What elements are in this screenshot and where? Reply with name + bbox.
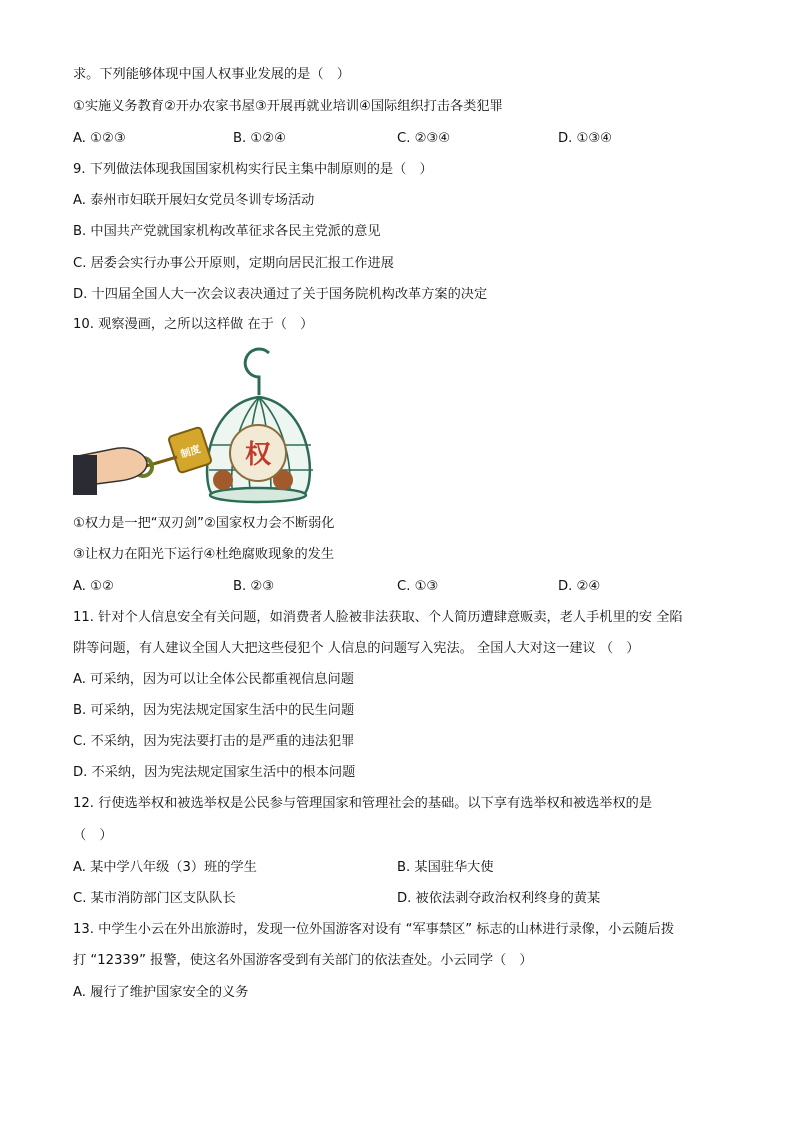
q11-option-b[interactable]: B. 可采纳，因为宪法规定国家生活中的民生问题 xyxy=(73,703,355,718)
q10-option-b[interactable]: B. ②③ xyxy=(233,579,275,594)
q11-stem-2: 阱等问题，有人建议全国人大把这些侵犯个 人信息的问题写入宪法。 全国人大对这一建议 （ ） xyxy=(73,641,640,656)
q11-option-a[interactable]: A. 可采纳，因为可以让全体公民都重视信息问题 xyxy=(73,672,354,687)
q8-option-b[interactable]: B. ①②④ xyxy=(233,131,286,146)
q11-option-d[interactable]: D. 不采纳，因为宪法规定国家生活中的根本问题 xyxy=(73,765,356,780)
q9-option-b[interactable]: B. 中国共产党就国家机构改革征求各民主党派的意见 xyxy=(73,224,381,239)
q12-stem-2: （ ） xyxy=(73,828,113,843)
q10-statements-1: ①权力是一把“双刃剑”②国家权力会不断弱化 xyxy=(73,516,335,531)
q8-statements: ①实施义务教育②开办农家书屋③开展再就业培训④国际组织打击各类犯罪 xyxy=(73,99,503,114)
q12-option-c[interactable]: C. 某市消防部门区支队队长 xyxy=(73,891,236,906)
q8-option-c[interactable]: C. ②③④ xyxy=(397,131,451,146)
q13-stem-2: 打 “12339” 报警，使这名外国游客受到有关部门的依法查处。小云同学（ ） xyxy=(73,953,533,968)
q9-option-a[interactable]: A. 泰州市妇联开展妇女党员冬训专场活动 xyxy=(73,193,315,208)
power-cage-cartoon xyxy=(73,345,318,505)
q10-statements-2: ③让权力在阳光下运行④杜绝腐败现象的发生 xyxy=(73,547,335,562)
q10-option-d[interactable]: D. ②④ xyxy=(558,579,601,594)
q8-option-d[interactable]: D. ①③④ xyxy=(558,131,613,146)
q8-stem-end: 求。下列能够体现中国人权事业发展的是（ ） xyxy=(73,67,350,82)
lock-label: 制度 xyxy=(179,444,202,461)
q9-option-d[interactable]: D. 十四届全国人大一次会议表决通过了关于国务院机构改革方案的决定 xyxy=(73,287,488,302)
q10-stem: 10. 观察漫画，之所以这样做 在于（ ） xyxy=(73,317,314,332)
q11-stem-1: 11. 针对个人信息安全有关问题，如消费者人脸被非法获取、个人简历遭肆意贩卖，老人手机里的安 全陷 xyxy=(73,610,683,625)
power-ball-label: 权 xyxy=(244,440,272,470)
q12-option-a[interactable]: A. 某中学八年级（3）班的学生 xyxy=(73,860,257,875)
q10-option-c[interactable]: C. ①③ xyxy=(397,579,439,594)
q9-option-c[interactable]: C. 居委会实行办事公开原则，定期向居民汇报工作进展 xyxy=(73,256,394,271)
q8-option-a[interactable]: A. ①②③ xyxy=(73,131,126,146)
q12-stem-1: 12. 行使选举权和被选举权是公民参与管理国家和管理社会的基础。以下享有选举权和被选举权的是 xyxy=(73,796,653,811)
q10-option-a[interactable]: A. ①② xyxy=(73,579,114,594)
q12-option-d[interactable]: D. 被依法剥夺政治权利终身的黄某 xyxy=(397,891,601,906)
q13-stem-1: 13. 中学生小云在外出旅游时，发现一位外国游客对设有 “军事禁区” 标志的山林进行录像，小云随后拨 xyxy=(73,922,675,937)
q11-option-c[interactable]: C. 不采纳，因为宪法要打击的是严重的违法犯罪 xyxy=(73,734,355,749)
q13-option-a[interactable]: A. 履行了维护国家安全的义务 xyxy=(73,985,249,1000)
q12-option-b[interactable]: B. 某国驻华大使 xyxy=(397,860,494,875)
q9-stem: 9. 下列做法体现我国国家机构实行民主集中制原则的是（ ） xyxy=(73,162,433,177)
